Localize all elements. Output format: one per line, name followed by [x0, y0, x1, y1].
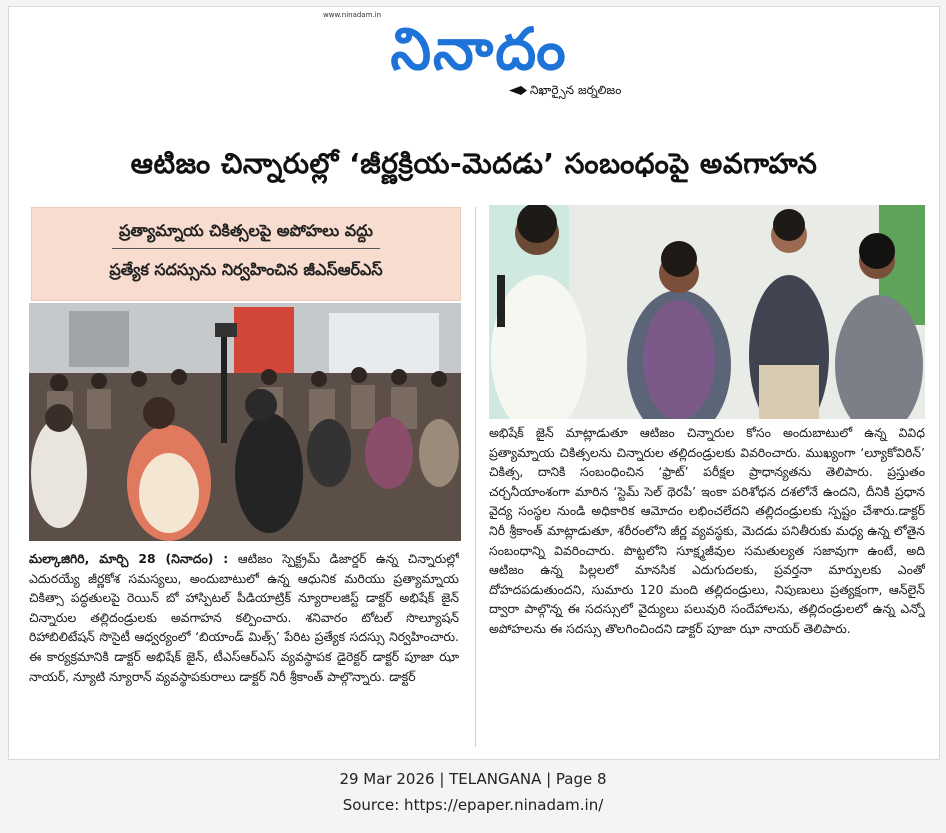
subhead-box — [31, 207, 461, 301]
site-url: www.ninadam.in — [323, 11, 382, 19]
newspaper-logo: నినాదం — [390, 15, 568, 83]
subhead-line-2: ప్రత్యేక సదస్సును నిర్వహించిన జీఎస్ఆర్ఎస్ — [109, 260, 383, 279]
pen-nib-icon — [509, 86, 527, 95]
subhead-line-1: ప్రత్యామ్నాయ చికిత్సలపై అపోహలు వద్దు — [119, 221, 373, 240]
subhead-divider — [112, 248, 380, 249]
audience-photo — [29, 303, 461, 541]
article-body-left — [29, 549, 459, 749]
audience-photo-illustration — [29, 303, 461, 541]
footer-edition-info: 29 Mar 2026 | TELANGANA | Page 8 — [339, 770, 607, 788]
newspaper-clipping — [8, 6, 940, 760]
footer-source: Source: https://epaper.ninadam.in/ — [342, 796, 604, 814]
article-body-left-text: ఆటిజం స్పెక్ట్రమ్ డిజార్డర్ ఉన్న చిన్నారుల్లో ఎదురయ్యే జీర్ణకోశ సమస్యలు, అందుబాటులో ఉన్న ఆధునిక మరియు ప్రత్యామ్నాయ చికిత్సా పద్ధతులపై రెయిన్ బో హాస్పిటల్ పీడియాట్రిక్ న్యూరాలజిస్ట్ డాక్టర్ అభిషేక్ జైన్ చిన్నారుల తల్లిదండ్రులకు అవగాహన కల్పించారు. శనివారం టోటల్ సొల్యూషన్ రిహాబిలిటేషన్ సొసైటీ ఆధ్వర్యంలో ‘బియాండ్ మిత్స్’ పేరిట ప్రత్యేక సదస్సు నిర్వహించారు. ఈ కార్యక్రమానికి డాక్టర్ అభిషేక్ జైన్, టీఎస్ఆర్ఎస్ వ్యవస్థాపక డైరెక్టర్ డాక్టర్ పూజా ఝా నాయర్, న్యూటి న్యూరాన్ వ్యవస్థాపకురాలు డాక్టర్ నిరీ శ్రీకాంత్ పాల్గొన్నారు. డాక్టర్ — [29, 551, 459, 684]
tagline-text: నిఖార్సైన జర్నలిజం — [530, 83, 622, 97]
masthead — [309, 7, 659, 119]
column-divider — [475, 207, 476, 747]
article-headline: ఆటిజం చిన్నారుల్లో ‘జీర్ణక్రియ-మెదడు’ సంబంధంపై అవగాహన — [130, 147, 818, 180]
speakers-photo — [489, 205, 925, 419]
masthead-tagline — [509, 83, 621, 100]
speakers-photo-illustration — [489, 205, 925, 419]
article-body-right: అభిషేక్ జైన్ మాట్లాడుతూ ఆటిజం చిన్నారుల కోసం అందుబాటులో ఉన్న వివిధ ప్రత్యామ్నాయ చికిత్సలను చిన్నారుల తల్లిదండ్రులకు వివరించారు. ముఖ్యంగా ‘ల్యూకోవిరిన్’ చికిత్స, దానికి సంబంధించిన ‘ఫ్రాట్’ పరీక్షల ప్రాధాన్యతను తెలిపారు. ప్రస్తుతం చర్చనీయాంశంగా మారిన ‘స్టెమ్ సెల్ థెరపీ’ ఇంకా పరిశోధన దశలోనే ఉందని, దీనికి ప్రధాన వైద్య సంస్థల నుండి అధికారిక ఆమోదం లభించలేదని తల్లిదండ్రులకు స్పష్టం చేశారు.డాక్టర్ నిరీ శ్రీకాంత్ మాట్లాడుతూ, శరీరంలోని జీర్ణ వ్యవస్థకు, మెదడు పనితీరుకు మధ్య ఉన్న లోతైన సంబంధాన్ని వివరించారు. పొట్టలోని సూక్ష్మజీవుల సమతుల్యత సజావుగా ఉంటే, అది ఆటిజం ఉన్న పిల్లలలో మానసిక ఎదుగుదలకు, ప్రవర్తనా మార్పులకు ఎంతో దోహదపడుతుందని, సుమారు 120 మంది తల్లిదండ్రులు, నిపుణులు ప్రత్యక్షంగా, ఆన్‌లైన్ ద్వారా పాల్గొన్న ఈ సదస్సులో వైద్యులు పలువురి సందేహాలను, తల్లిదండ్రులలో ఉన్న ఎన్నో అపోహలను ఈ సదస్సు తొలగించిందని డాక్టర్ పూజా ఝా నాయర్ తెలిపారు. — [489, 425, 925, 636]
article-dateline: మల్కాజిగిరి, మార్చి 28 (నినాదం) : — [29, 551, 229, 566]
